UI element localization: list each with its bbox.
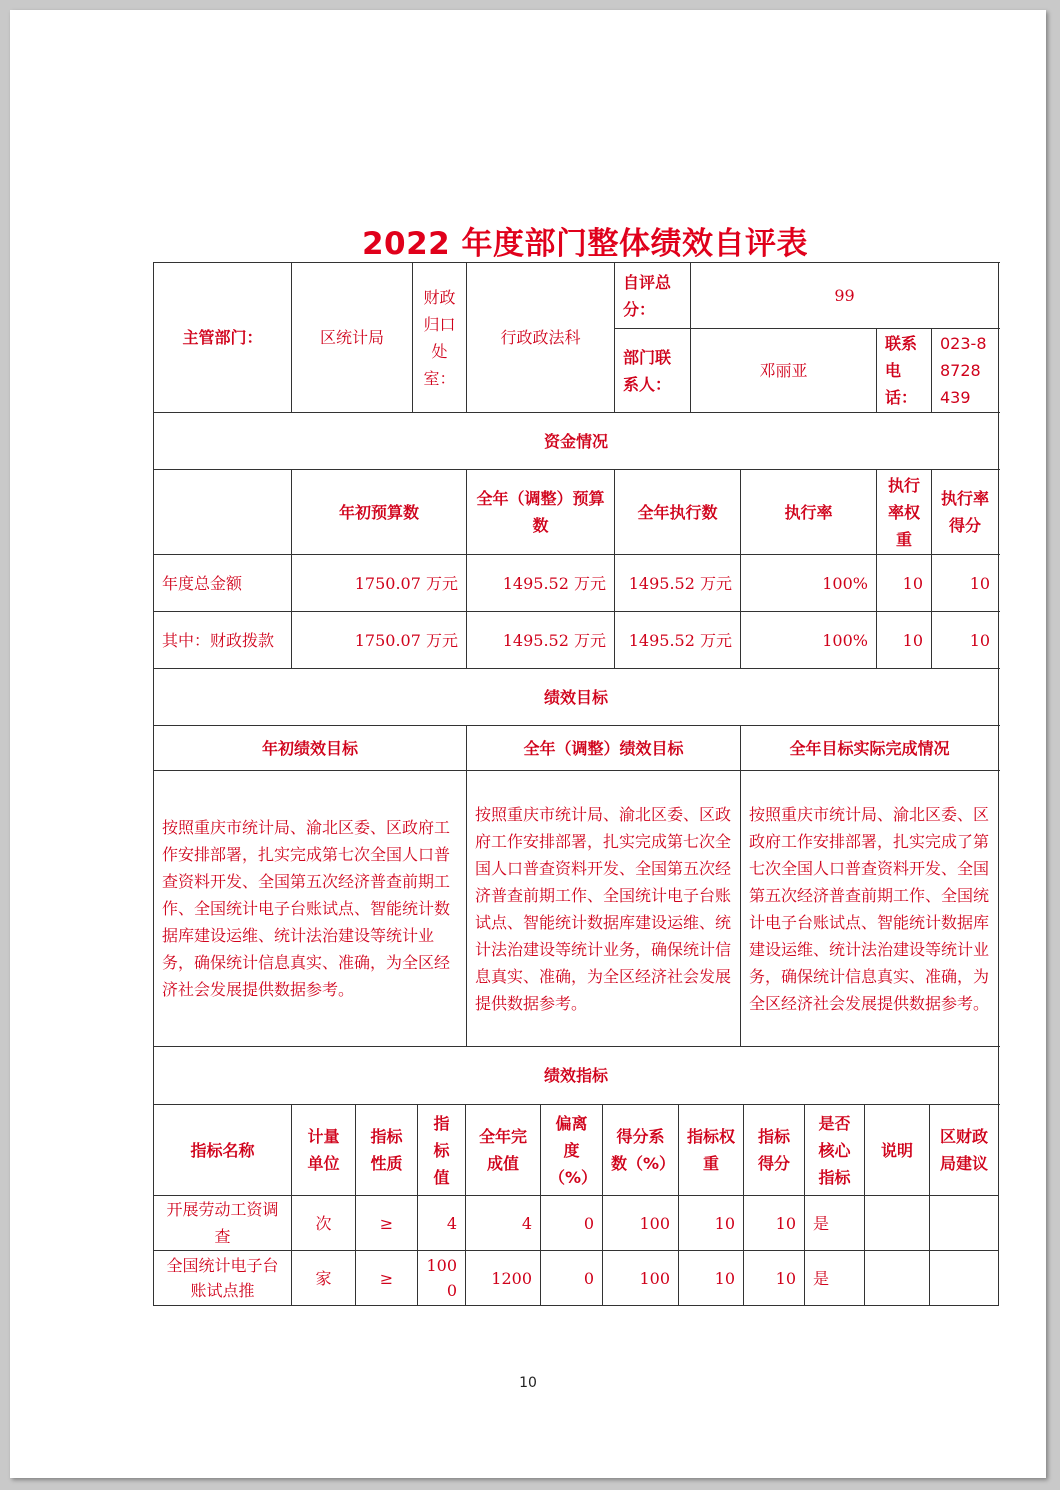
finance-label: 财政归口处室： [413, 263, 467, 413]
funds-row-rate: 100% [741, 555, 877, 612]
ind-note [865, 1196, 930, 1251]
dept-value: 区统计局 [292, 263, 413, 413]
goals-text-actual: 按照重庆市统计局、渝北区委、区政府工作安排部署，扎实完成了第七次全国人口普查资料开发、全国第五次经济普查前期工作、全国统计电子台账试点、智能统计数据库建设运维、统计法治建设等统计业务，确保统计信息真实、准确，为全区经济社会发展提供数据参考。 [741, 771, 999, 1047]
goals-section-title: 绩效目标 [154, 669, 999, 726]
funds-col-rate-weight: 执行率权重 [877, 470, 932, 555]
score-value: 99 [691, 263, 999, 329]
goals-col-actual: 全年目标实际完成情况 [741, 726, 999, 771]
funds-col-initial: 年初预算数 [292, 470, 467, 555]
ind-col-note: 说明 [865, 1105, 930, 1196]
ind-col-core: 是否核心指标 [805, 1105, 865, 1196]
ind-actual: 4 [466, 1196, 541, 1251]
score-label: 自评总分： [615, 263, 691, 329]
ind-target: 1000 [418, 1251, 466, 1306]
ind-coef: 100 [603, 1251, 679, 1306]
ind-col-coef: 得分系数（%） [603, 1105, 679, 1196]
page-number: 10 [519, 1375, 537, 1391]
phone-value: 023-88728439 [932, 329, 999, 413]
ind-name: 开展劳动工资调查 [154, 1196, 292, 1251]
ind-name: 全国统计电子台账试点推 [154, 1251, 292, 1306]
funds-row-adjusted: 1495.52 万元 [467, 555, 615, 612]
funds-row-weight: 10 [877, 612, 932, 669]
goals-col-adjusted: 全年（调整）绩效目标 [467, 726, 741, 771]
goals-text-adjusted: 按照重庆市统计局、渝北区委、区政府工作安排部署，扎实完成第七次全国人口普查资料开发、全国第五次经济普查前期工作、全国统计电子台账试点、智能统计数据库建设运维、统计法治建设等统计业务，确保统计信息真实、准确，为全区经济社会发展提供数据参考。 [467, 771, 741, 1047]
funds-col-adjusted: 全年（调整）预算数 [467, 470, 615, 555]
funds-row-executed: 1495.52 万元 [615, 612, 741, 669]
funds-row [154, 612, 999, 669]
funds-section-title: 资金情况 [154, 413, 999, 470]
ind-coef: 100 [603, 1196, 679, 1251]
ind-col-nature: 指标性质 [356, 1105, 418, 1196]
funds-row-name: 年度总金额 [154, 555, 292, 612]
ind-col-score: 指标得分 [744, 1105, 805, 1196]
funds-row-name: 其中：财政拨款 [154, 612, 292, 669]
ind-target: 4 [418, 1196, 466, 1251]
funds-header-blank [154, 470, 292, 555]
funds-row-score: 10 [932, 555, 999, 612]
indicators-section-title: 绩效指标 [154, 1047, 999, 1105]
ind-core: 是 [805, 1196, 865, 1251]
indicator-row [154, 1251, 999, 1306]
funds-col-rate: 执行率 [741, 470, 877, 555]
ind-col-actual: 全年完成值 [466, 1105, 541, 1196]
ind-unit: 家 [292, 1251, 356, 1306]
ind-score: 10 [744, 1251, 805, 1306]
contact-label: 部门联系人： [615, 329, 691, 413]
goals-text-initial: 按照重庆市统计局、渝北区委、区政府工作安排部署，扎实完成第七次全国人口普查资料开发、全国第五次经济普查前期工作、全国统计电子台账试点、智能统计数据库建设运维、统计法治建设等统计业务，确保统计信息真实、准确，为全区经济社会发展提供数据参考。 [154, 771, 467, 1047]
goals-col-initial: 年初绩效目标 [154, 726, 467, 771]
performance-table [153, 262, 999, 1105]
ind-weight: 10 [679, 1196, 744, 1251]
funds-row-weight: 10 [877, 555, 932, 612]
contact-value: 邓丽亚 [691, 329, 877, 413]
funds-row-adjusted: 1495.52 万元 [467, 612, 615, 669]
ind-core: 是 [805, 1251, 865, 1306]
funds-row-executed: 1495.52 万元 [615, 555, 741, 612]
ind-weight: 10 [679, 1251, 744, 1306]
ind-deviation: 0 [541, 1196, 603, 1251]
ind-col-weight: 指标权重 [679, 1105, 744, 1196]
phone-label: 联系电话： [877, 329, 932, 413]
ind-note [865, 1251, 930, 1306]
ind-unit: 次 [292, 1196, 356, 1251]
indicators-table [153, 1104, 999, 1306]
ind-advice [930, 1251, 999, 1306]
finance-value: 行政政法科 [467, 263, 615, 413]
ind-nature: ≥ [356, 1251, 418, 1306]
funds-col-executed: 全年执行数 [615, 470, 741, 555]
ind-advice [930, 1196, 999, 1251]
dept-label: 主管部门： [154, 263, 292, 413]
funds-row-score: 10 [932, 612, 999, 669]
ind-deviation: 0 [541, 1251, 603, 1306]
indicator-row [154, 1196, 999, 1251]
page-title: 2022 年度部门整体绩效自评表 [361, 226, 809, 262]
funds-col-rate-score: 执行率得分 [932, 470, 999, 555]
funds-row-rate: 100% [741, 612, 877, 669]
funds-row-initial: 1750.07 万元 [292, 612, 467, 669]
ind-score: 10 [744, 1196, 805, 1251]
ind-nature: ≥ [356, 1196, 418, 1251]
ind-col-name: 指标名称 [154, 1105, 292, 1196]
funds-row-initial: 1750.07 万元 [292, 555, 467, 612]
ind-col-unit: 计量单位 [292, 1105, 356, 1196]
funds-row [154, 555, 999, 612]
ind-col-target: 指标值 [418, 1105, 466, 1196]
ind-actual: 1200 [466, 1251, 541, 1306]
ind-col-deviation: 偏离度（%） [541, 1105, 603, 1196]
ind-col-advice: 区财政局建议 [930, 1105, 999, 1196]
document-page [10, 10, 1046, 1478]
